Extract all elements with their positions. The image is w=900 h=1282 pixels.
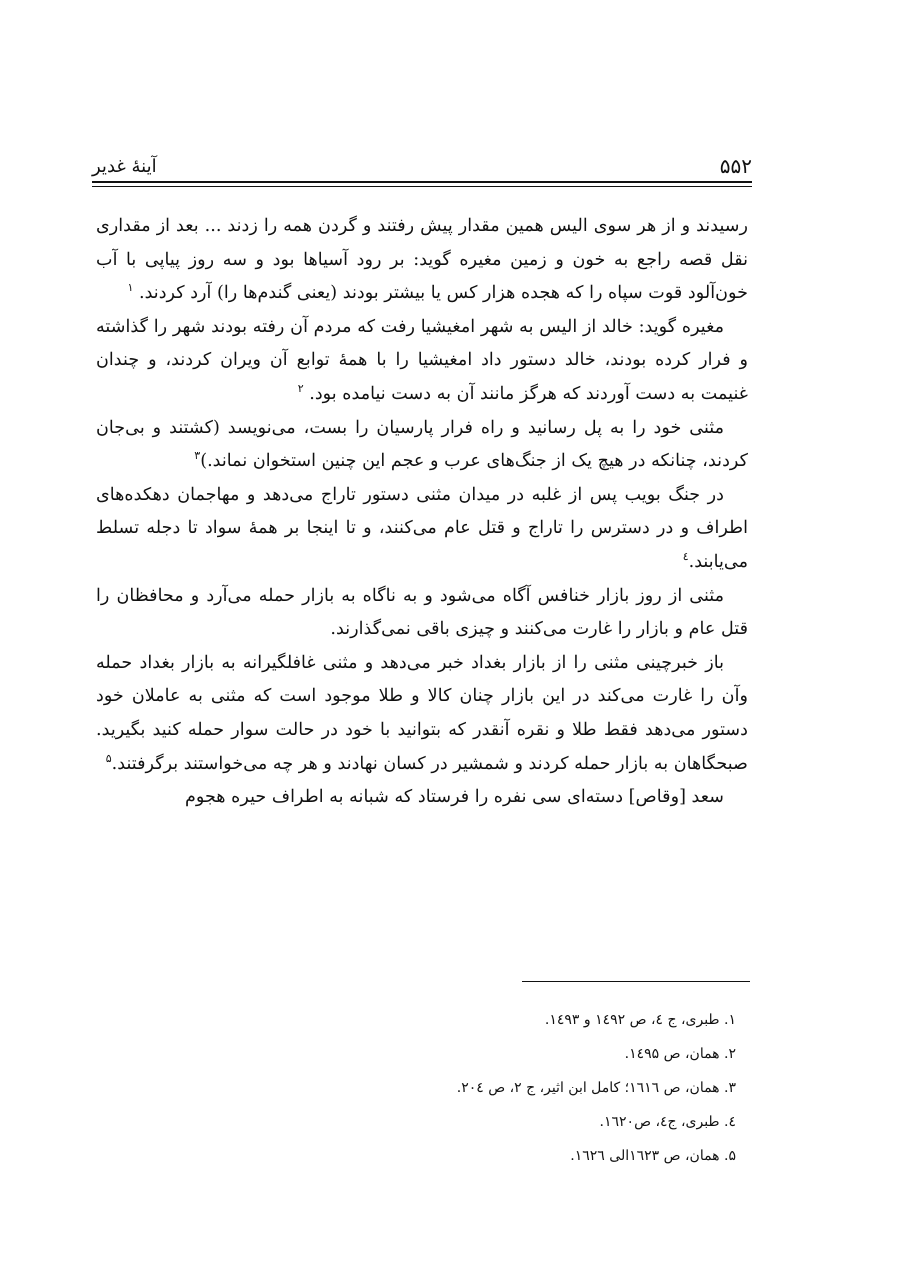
page-number: ۵۵۲ [719, 154, 752, 178]
footnote-ref: ۱ [127, 281, 134, 295]
footnote-ref: ۵ [105, 751, 112, 765]
footnote: ۵. همان، ص ۱٦۲۳الی ۱٦۲٦. [570, 1148, 736, 1164]
body-text [96, 210, 748, 815]
paragraph [96, 412, 748, 479]
footnote: ۲. همان، ص ۱٤۹۵. [624, 1046, 736, 1062]
paragraph [96, 580, 748, 647]
paragraph [96, 647, 748, 781]
footnote-ref: ٤ [682, 550, 689, 564]
paragraph-text: مثنی از روز بازار خنافس آگاه می‌شود و به ناگاه به بازار حمله می‌آرد و محافظان را قتل عام و بازار را غارت می‌کنند و چیزی باقی نمی‌گذارند. [96, 585, 748, 640]
footnotes-list [216, 1003, 736, 1173]
paragraph [96, 781, 748, 815]
page-header [92, 146, 752, 176]
header-rule-thin [92, 186, 752, 187]
paragraph-text: مثنی خود را به پل رسانید و راه فرار پارسیان را بست، می‌نویسد (کشتند و بی‌جان کردند، چنانکه در هیچ یک از جنگ‌های عرب و عجم این چنین استخوان نماند.) [96, 417, 748, 472]
paragraph-text: مغیره گوید: خالد از الیس به شهر امغیشیا رفت که مردم آن رفته بودند شهر را گذاشته و فرار کرده بودند، خالد دستور داد امغیشیا را با همهٔ توابع آن ویران کردند، و چندان غنیمت به دست آوردند که هرگز مانند آن به دست نیامده بود. [96, 316, 748, 404]
footnote-separator [522, 981, 750, 982]
running-title: آینهٔ غدیر [92, 156, 157, 177]
footnote: ۳. همان، ص ۱٦۱٦؛ کامل ابن اثیر، ج ۲، ص ۲۰٤. [456, 1080, 736, 1096]
paragraph-text: سعد [وقاص] دسته‌ای سی نفره را فرستاد که شبانه به اطراف حیره هجوم [184, 787, 724, 808]
paragraph-text: باز خبرچینی مثنی را از بازار بغداد خبر می‌دهد و مثنی غافلگیرانه به بازار بغداد حمله وآن را غارت می‌کند در این بازار چنان کالا و طلا موجود است که مثنی به عاملان خود دستور می‌دهد فقط طلا و نقره آنقدر که بتوانید با خود در حالت سوار حمله کنید بگیرید. صبحگاهان به بازار حمله کردند و شمشیر در کسان نهادند و هر چه می‌خواستند برگرفتند. [96, 652, 748, 774]
footnote: ٤. طبری، ج٤، ص۱٦۲۰. [599, 1114, 736, 1130]
footnote-ref: ۲ [297, 382, 304, 396]
paragraph [96, 311, 748, 412]
paragraph [96, 210, 748, 311]
footnote-ref: ۳ [194, 449, 201, 463]
paragraph [96, 479, 748, 580]
footnote: ۱. طبری، ج ٤، ص ۱٤۹۲ و ۱٤۹۳. [544, 1012, 736, 1028]
paragraph-text: در جنگ بویب پس از غلبه در میدان مثنی دستور تاراج می‌دهد و مهاجمان دهکده‌های اطراف و در دسترس را تاراج و قتل عام می‌کنند، و تا اینجا بر همهٔ سواد تا دجله تسلط می‌یابند. [96, 484, 748, 572]
paragraph-text: رسیدند و از هر سوی الیس همین مقدار پیش رفتند و گردن همه را زدند ... بعد از مقداری نقل قصه راجع به خون و زمین مغیره گوید: بر رود آسیاها بود و سه روز پیاپی با آب خون‌آلود قوت سپاه را که هجده هزار کس یا بیشتر بودند (یعنی گندم‌ها را) آرد کردند. [96, 216, 748, 304]
header-rule-thick [92, 181, 752, 183]
